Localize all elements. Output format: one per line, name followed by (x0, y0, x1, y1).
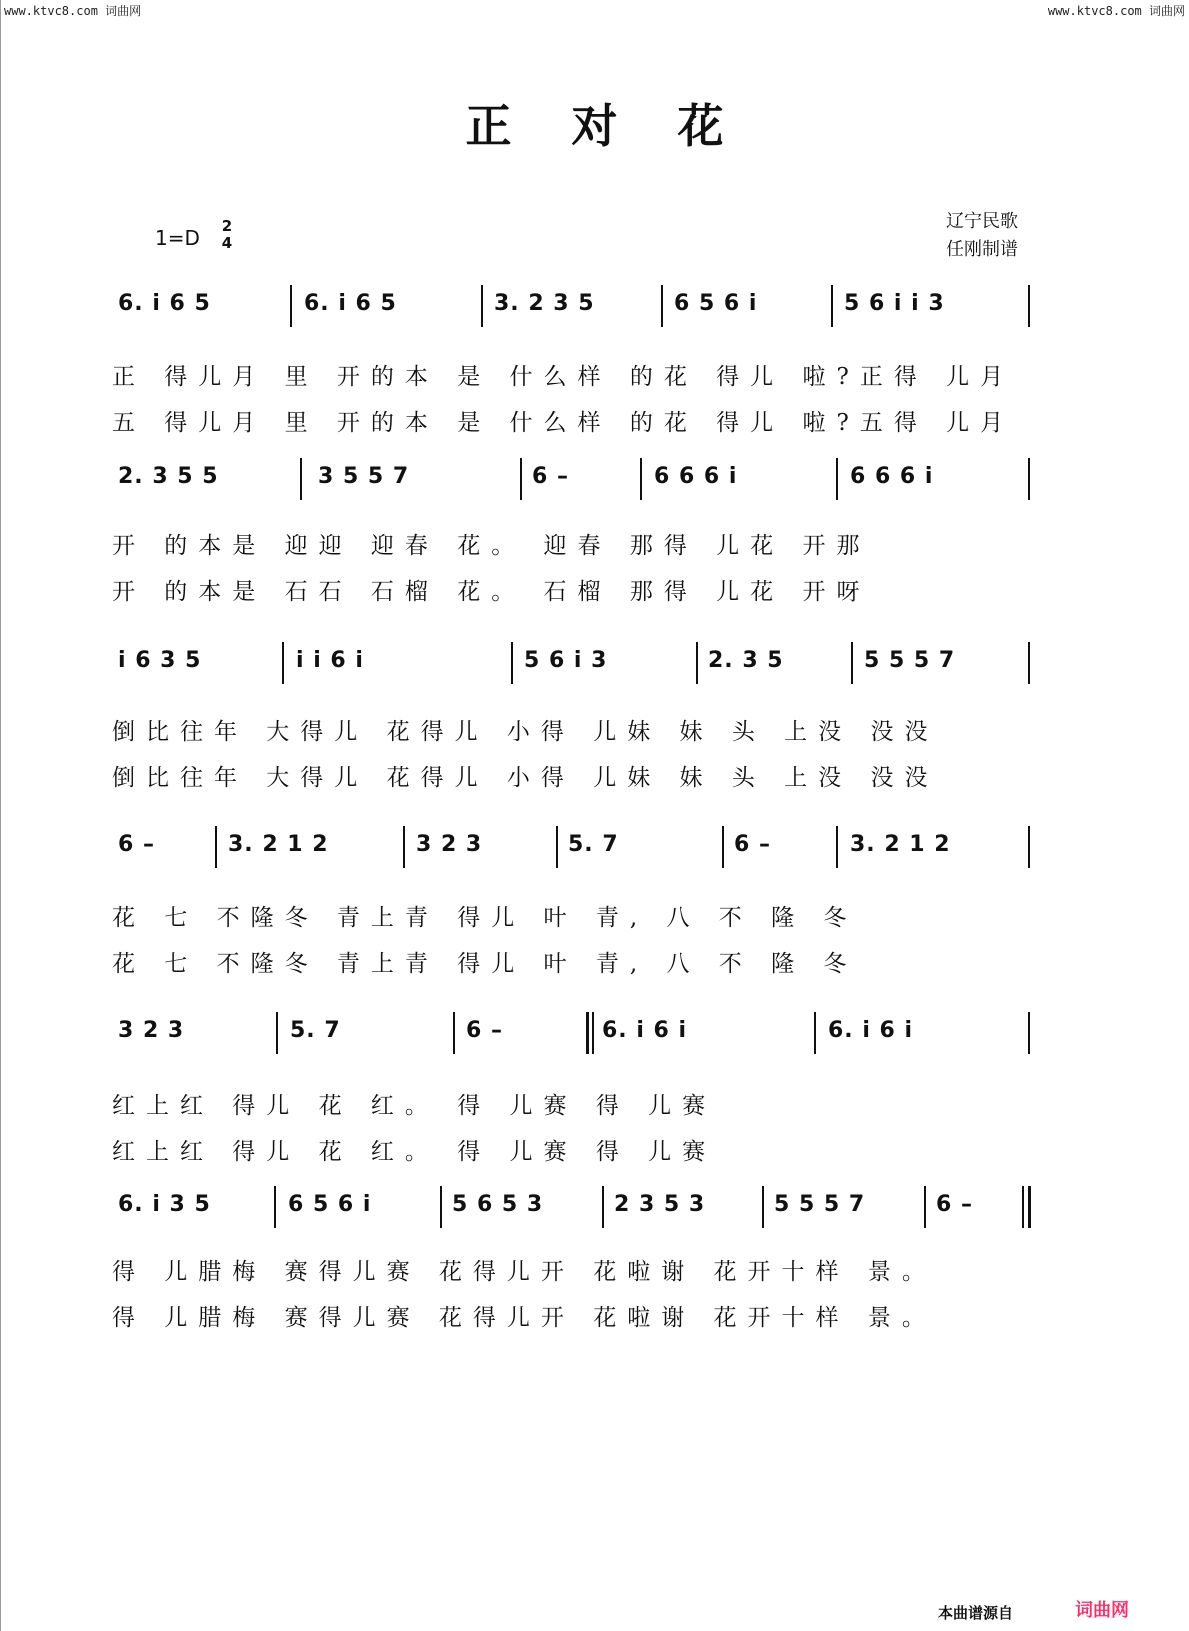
measure: 6 6 6 i (850, 464, 934, 489)
barline (851, 642, 853, 684)
barline (511, 642, 513, 684)
lyric-line-5-verse-1: 红上红 得儿 花 红。 得 儿赛 得 儿赛 (112, 1093, 717, 1119)
measure: 3 2 3 (118, 1018, 185, 1043)
measure: 6 – (936, 1192, 973, 1217)
barline (640, 458, 642, 500)
measure: 6 5 6 i (288, 1192, 372, 1217)
measure: 2 3 5 3 (614, 1192, 706, 1217)
barline (592, 1012, 594, 1054)
credits (946, 208, 1018, 264)
barline (1028, 826, 1030, 868)
barline (924, 1186, 926, 1228)
lyric-line-2-verse-2: 开 的本是 石石 石榴 花。 石榴 那得 儿花 开呀 (112, 579, 871, 605)
measure: 6 5 6 i (674, 291, 758, 316)
measure: 6 – (466, 1018, 503, 1043)
measure: 5 6 i 3 (524, 648, 608, 673)
barline (1028, 1012, 1030, 1054)
measure: 3 2 3 (416, 832, 483, 857)
barline (274, 1186, 276, 1228)
lyric-line-3-verse-2: 倒比往年 大得儿 花得儿 小得 儿妹 妹 头 上没 没没 (112, 765, 939, 791)
time-signature-top: 2 (221, 217, 233, 235)
lyric-line-4-verse-1: 花 七 不隆冬 青上青 得儿 叶 青, 八 不 隆 冬 (112, 905, 858, 931)
repeat-end-barline (1028, 1186, 1031, 1228)
time-signature (220, 218, 234, 252)
repeat-start-barline (586, 1012, 589, 1054)
measure: 6. i 6 5 (118, 291, 211, 316)
lyric-line-3-verse-1: 倒比往年 大得儿 花得儿 小得 儿妹 妹 头 上没 没没 (112, 719, 939, 745)
barline (1028, 285, 1030, 327)
measure: 5 6 i i 3 (844, 291, 945, 316)
lyric-line-6-verse-2: 得 儿腊梅 赛得儿赛 花得儿开 花啦谢 花开十样 景。 (112, 1305, 936, 1331)
barline (661, 285, 663, 327)
measure: 6 – (532, 464, 569, 489)
barline (403, 826, 405, 868)
measure: i i 6 i (296, 648, 364, 673)
barline (290, 285, 292, 327)
barline (1028, 458, 1030, 500)
music-system-4 (118, 826, 1078, 876)
music-system-5 (118, 1012, 1078, 1062)
watermark-right: www.ktvc8.com 词曲网 (1047, 4, 1185, 18)
lyric-line-1-verse-1: 正 得儿月 里 开的本 是 什么样 的花 得儿 啦?正得 儿月 (112, 364, 1015, 390)
barline (282, 642, 284, 684)
barline (453, 1012, 455, 1054)
barline (696, 642, 698, 684)
measure: 2. 3 5 (708, 648, 784, 673)
music-system-1 (118, 285, 1078, 335)
lyric-line-1-verse-2: 五 得儿月 里 开的本 是 什么样 的花 得儿 啦?五得 儿月 (112, 410, 1015, 436)
barline (1022, 1186, 1024, 1228)
barline (762, 1186, 764, 1228)
credit-arranger: 任刚制谱 (946, 239, 1018, 260)
key-signature: 1=D (155, 226, 200, 250)
measure: 2. 3 5 5 (118, 464, 219, 489)
lyric-line-2-verse-1: 开 的本是 迎迎 迎春 花。 迎春 那得 儿花 开那 (112, 533, 871, 559)
credit-origin: 辽宁民歌 (946, 211, 1018, 232)
measure: 5. 7 (568, 832, 619, 857)
page-border (0, 0, 1, 1631)
barline (836, 458, 838, 500)
lyric-line-6-verse-1: 得 儿腊梅 赛得儿赛 花得儿开 花啦谢 花开十样 景。 (112, 1259, 936, 1285)
barline (520, 458, 522, 500)
barline (814, 1012, 816, 1054)
barline (215, 826, 217, 868)
footer-source: 本曲谱源自 (938, 1604, 1014, 1622)
time-signature-bottom: 4 (221, 234, 233, 252)
barline (481, 285, 483, 327)
footer-logo[interactable]: 词曲网 (1075, 1600, 1129, 1621)
measure: 6 6 6 i (654, 464, 738, 489)
music-system-3 (118, 642, 1078, 692)
barline (1028, 642, 1030, 684)
music-system-6 (118, 1186, 1078, 1236)
barline (440, 1186, 442, 1228)
measure: 6. i 3 5 (118, 1192, 211, 1217)
measure: 5 5 5 7 (864, 648, 956, 673)
barline (276, 1012, 278, 1054)
measure: 3. 2 1 2 (850, 832, 951, 857)
barline (722, 826, 724, 868)
measure: 3 5 5 7 (318, 464, 410, 489)
measure: 6. i 6 i (828, 1018, 914, 1043)
measure: 6 – (734, 832, 771, 857)
measure: 6 – (118, 832, 155, 857)
measure: 3. 2 1 2 (228, 832, 329, 857)
barline (602, 1186, 604, 1228)
barline (831, 285, 833, 327)
music-system-2 (118, 458, 1078, 508)
song-title: 正对花 (465, 99, 784, 153)
barline (300, 458, 302, 500)
measure: 6. i 6 5 (304, 291, 397, 316)
lyric-line-4-verse-2: 花 七 不隆冬 青上青 得儿 叶 青, 八 不 隆 冬 (112, 951, 858, 977)
watermark-left: www.ktvc8.com 词曲网 (4, 4, 142, 18)
measure: 3. 2 3 5 (494, 291, 595, 316)
measure: i 6 3 5 (118, 648, 202, 673)
measure: 5 5 5 7 (774, 1192, 866, 1217)
measure: 5 6 5 3 (452, 1192, 544, 1217)
measure: 5. 7 (290, 1018, 341, 1043)
barline (556, 826, 558, 868)
lyric-line-5-verse-2: 红上红 得儿 花 红。 得 儿赛 得 儿赛 (112, 1139, 717, 1165)
barline (836, 826, 838, 868)
measure: 6. i 6 i (602, 1018, 688, 1043)
